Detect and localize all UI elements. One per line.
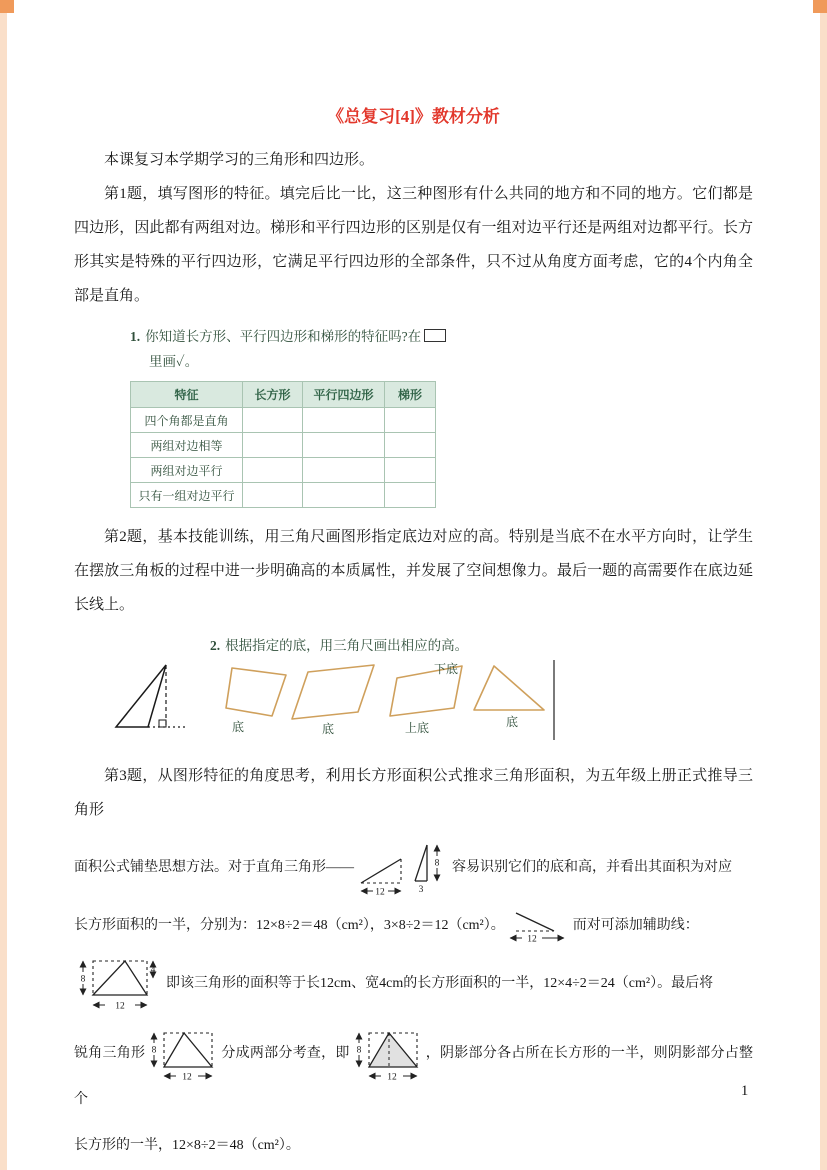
- table-header-row: [131, 382, 436, 408]
- exercise1-prompt: [130, 324, 753, 374]
- feature-label: 两组对边相等: [131, 433, 243, 458]
- base-measure-label: 12: [375, 887, 385, 897]
- answer-cell: [243, 483, 303, 508]
- paragraph-3: 第2题，基本技能训练，用三角尺画图形指定底边对应的高。特别是当底不在水平方向时，让学生在摆放三角板的过程中进一步明确高的本质属性，并发展了空间想像力。最后一题的高需要作在底边延长线上。: [74, 529, 753, 613]
- text-run: 锐角三角形: [74, 1046, 146, 1062]
- exercise2-prompt: [210, 636, 560, 656]
- answer-cell: [385, 408, 436, 433]
- paragraph-4-line-5: [74, 1025, 753, 1117]
- text-run: 面积公式铺垫思想方法。对于直角三角形——: [74, 860, 354, 876]
- exercise1-prompt-line1: [130, 324, 753, 349]
- paragraph-1: 本课复习本学期学习的三角形和四边形。: [104, 152, 375, 168]
- shape3-bottom-label: 上底: [405, 721, 430, 735]
- answer-cell: [243, 433, 303, 458]
- exercise-2-figure: [110, 636, 753, 743]
- col-header-feature: 特征: [131, 382, 243, 408]
- height-measure-label: 8: [151, 1045, 157, 1056]
- height-measure-label: 8: [80, 974, 86, 985]
- answer-cell: [303, 408, 385, 433]
- exercise1-prompt-text: 你知道长方形、平行四边形和梯形的特征吗?在: [145, 329, 422, 344]
- text-run: 长方形面积的一半，分别为：12×8÷2＝48（cm²），3×8÷2＝12（cm²）。: [74, 918, 505, 934]
- answer-cell: [243, 458, 303, 483]
- table-row: [131, 433, 436, 458]
- paragraph-4-line-6: 长方形的一半，12×8÷2＝48（cm²）。: [74, 1138, 300, 1154]
- col-header-trapezoid: 梯形: [385, 382, 436, 408]
- top-left-corner-square: [0, 0, 14, 13]
- exercise1-prompt-line2: 里画✓。: [149, 354, 199, 369]
- left-border-strip: [0, 0, 7, 1170]
- rectangle-12x4-diagram: [77, 955, 163, 1013]
- base-measure-label: 12: [182, 1072, 192, 1083]
- paragraph-4-line-3: [74, 909, 753, 943]
- paragraph-2: 第1题，填写图形的特征。填完后比一比，这三种图形有什么共同的地方和不同的地方。它们都是四边形，因此都有两组对边。梯形和平行四边形的区别是仅有一组对边平行还是两组对边都平行。长方形其实是特殊的平行四边形，它满足平行四边形的全部条件，只不过从角度方面考虑，它的4个内角全部是直角。: [74, 186, 753, 304]
- text-run: 而对可添加辅助线：: [572, 918, 699, 934]
- feature-label: 只有一组对边平行: [131, 483, 243, 508]
- exercise2-main: [210, 636, 560, 743]
- acute-triangle-diagram: [148, 1025, 218, 1083]
- base-measure-label: 12: [527, 934, 537, 943]
- top-right-corner-square: [813, 0, 827, 13]
- col-header-rectangle: 长方形: [243, 382, 303, 408]
- feature-label: 两组对边平行: [131, 458, 243, 483]
- paragraph-4-line-2: [74, 839, 753, 897]
- shape4-triangle: [474, 666, 544, 710]
- answer-cell: [385, 458, 436, 483]
- base-measure-label: 12: [386, 1072, 397, 1083]
- answer-cell: [385, 483, 436, 508]
- answer-cell: [385, 433, 436, 458]
- width-measure-label: 4: [150, 965, 156, 976]
- small-base-measure-label: 3: [418, 885, 424, 895]
- shape2-parallelogram: [292, 665, 374, 719]
- shape2-base-label: 底: [322, 722, 335, 736]
- answer-box: [424, 329, 446, 342]
- shape1-base-label: 底: [232, 720, 245, 734]
- shape1-quadrilateral: [226, 668, 286, 716]
- page-title: 《总复习[4]》教材分析: [327, 107, 500, 126]
- obtuse-triangle-diagram: [508, 909, 570, 943]
- table-row: [131, 408, 436, 433]
- table-row: [131, 458, 436, 483]
- text-run: 容易识别它们的底和高，并看出其面积为对应: [452, 860, 732, 876]
- exercise2-prompt-text: 根据指定的底，用三角尺画出相应的高。: [225, 638, 469, 653]
- exercise-1-figure: [130, 324, 753, 508]
- exercise2-shapes: [222, 658, 560, 743]
- answer-cell: [243, 408, 303, 433]
- shape3-top-label: 下底: [434, 662, 459, 676]
- text-run: 分成两部分考查，即: [221, 1046, 350, 1062]
- right-border-strip: [820, 0, 827, 1170]
- feature-label: 四个角都是直角: [131, 408, 243, 433]
- paragraph-4-line-1: 第3题，从图形特征的角度思考，利用长方形面积公式推求三角形面积，为五年级上册正式推导三角形: [74, 768, 753, 818]
- answer-cell: [303, 483, 385, 508]
- acute-triangle-shaded-diagram: [353, 1025, 423, 1083]
- height-measure-label: 8: [434, 858, 440, 869]
- base-measure-label: 12: [115, 1001, 125, 1012]
- text-run: ，阴影部分各占所在长方形的一半，则阴影部分占整个: [74, 1046, 754, 1108]
- exercise2-number: 2.: [210, 638, 221, 653]
- text-run: 即该三角形的面积等于长12cm、宽4cm的长方形面积的一半，12×4÷2＝24（cm²）。最后将: [166, 976, 714, 992]
- col-header-parallelogram: 平行四边形: [303, 382, 385, 408]
- height-measure-label: 8: [356, 1045, 361, 1056]
- shape4-base-label: 底: [506, 715, 519, 729]
- table-row: [131, 483, 436, 508]
- exercise1-table: [130, 381, 436, 508]
- document-body: [74, 0, 753, 1163]
- triangle-height-example-drawing: [110, 660, 200, 738]
- right-triangles-diagram: [357, 839, 449, 897]
- paragraph-4-line-4: [74, 955, 753, 1013]
- answer-cell: [303, 433, 385, 458]
- exercise1-number: 1.: [130, 329, 141, 344]
- page-number: 1: [741, 1083, 749, 1099]
- answer-cell: [303, 458, 385, 483]
